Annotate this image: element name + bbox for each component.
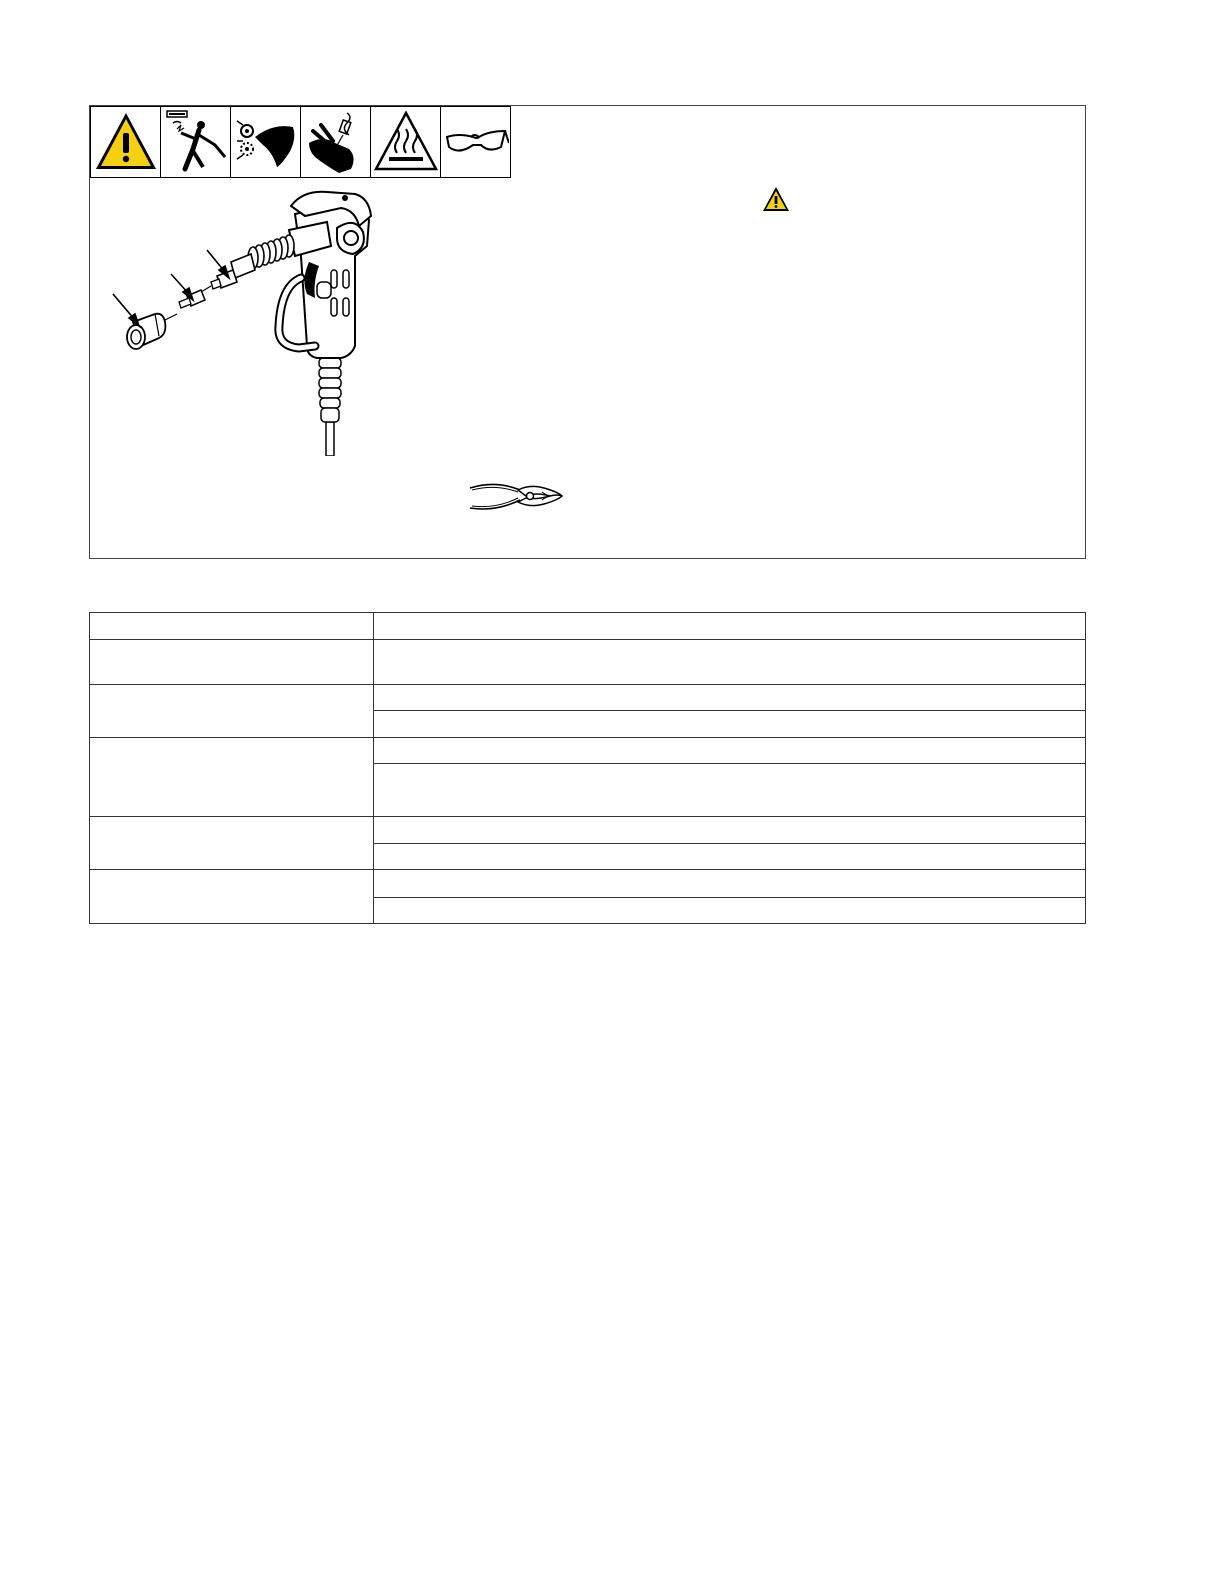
warning-triangle-icon (93, 109, 159, 175)
table-cell (374, 685, 1086, 711)
pliers-icon (466, 478, 566, 514)
table-cell (374, 817, 1086, 844)
safety-icon-cell (230, 106, 301, 178)
table-cell (374, 711, 1086, 738)
table-row (90, 640, 1086, 685)
table-row (90, 685, 1086, 711)
table-row (90, 738, 1086, 764)
table-cell (374, 844, 1086, 870)
table-cell (90, 640, 374, 685)
table-cell (374, 764, 1086, 817)
table-cell (90, 817, 374, 870)
electric-shock-icon (163, 109, 229, 175)
hot-surface-icon (373, 109, 439, 175)
table-row (90, 817, 1086, 844)
safety-icon-cell (440, 106, 511, 178)
table-row (90, 613, 1086, 640)
troubleshooting-table (89, 612, 1086, 924)
safety-icon-cell (300, 106, 371, 178)
table-cell (374, 898, 1086, 924)
safety-icon-cell (160, 106, 231, 178)
table-cell (374, 870, 1086, 898)
safety-icon-strip (90, 106, 511, 178)
table-cell (90, 738, 374, 817)
table-cell (90, 685, 374, 738)
safety-icon-cell (90, 106, 161, 178)
table-row (90, 870, 1086, 898)
warning-triangle-icon (762, 186, 790, 212)
table-cell (90, 870, 374, 924)
table-cell (374, 738, 1086, 764)
welding-wire-puncture-icon (303, 109, 369, 175)
table-cell (374, 640, 1086, 685)
moving-parts-icon (233, 109, 299, 175)
safety-icon-cell (370, 106, 441, 178)
table-cell (374, 613, 1086, 640)
safety-glasses-icon (443, 109, 509, 175)
safety-instruction-panel (89, 105, 1086, 559)
table-cell (90, 613, 374, 640)
mig-welding-gun-icon (105, 186, 385, 456)
